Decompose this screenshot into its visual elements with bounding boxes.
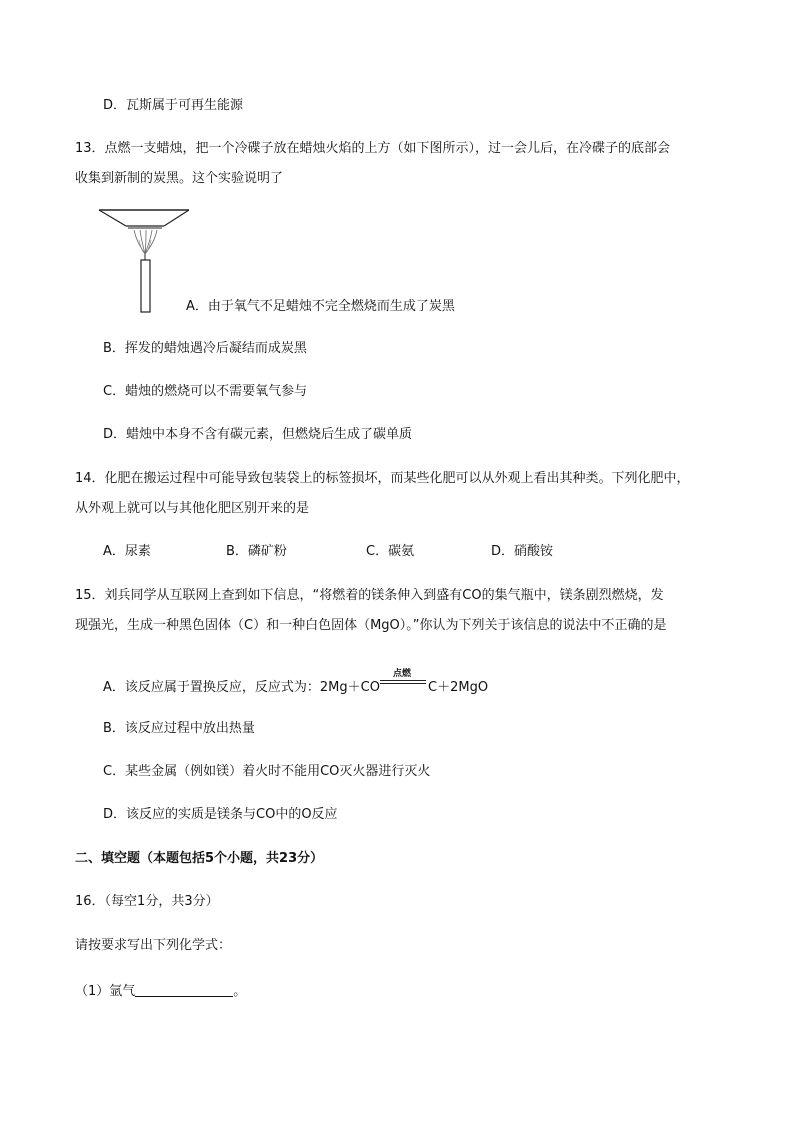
q14-option-a: A．尿素: [103, 544, 151, 559]
q16-item1-label: （1）氩气: [75, 984, 136, 999]
q16-instruction: 请按要求写出下列化学式：: [75, 938, 232, 953]
q14-option-c: C．碳氨: [366, 544, 415, 559]
q16-stem: 16．（每空1分，共3分）: [75, 894, 219, 909]
q15-option-a-prefix: A．该反应属于置换反应，反应式为：2Mg＋CO: [103, 680, 380, 695]
q13-option-b: B．挥发的蜡烛遇冷后凝结而成炭黑: [103, 341, 307, 356]
candle-plate-illustration: [96, 206, 192, 314]
reaction-condition: 点燃: [393, 669, 412, 679]
q15-option-a-suffix: C＋2MgO: [428, 680, 489, 695]
q13-option-d: D．蜡烛中本身不含有碳元素，但燃烧后生成了碳单质: [103, 427, 413, 442]
q13-option-c: C．蜡烛的燃烧可以不需要氧气参与: [103, 384, 308, 399]
equation-bar-bottom: [380, 683, 426, 684]
q14-stem-line2: 从外观上就可以与其他化肥区别开来的是: [75, 501, 310, 516]
q15-option-d: D．该反应的实质是镁条与CO中的O反应: [103, 807, 338, 822]
q15-stem-line1: 15．刘兵同学从互联网上查到如下信息，“将燃着的镁条伸入到盛有CO的集气瓶中，镁条剧烈燃烧，发: [75, 588, 664, 603]
section-heading: 二、填空题（本题包括5个小题，共23分）: [75, 851, 324, 866]
equation-bar-top: [380, 680, 426, 681]
q15-option-b: B．该反应过程中放出热量: [103, 721, 255, 736]
q15-stem-line2: 现强光，生成一种黑色固体（C）和一种白色固体（MgO）。”你认为下列关于该信息的说法中不正确的是: [75, 618, 667, 633]
q16-item1-end: 。: [233, 984, 247, 999]
q16-item1: [75, 982, 246, 1002]
q14-option-b: B．磷矿粉: [226, 544, 287, 559]
q12-option-d: D．瓦斯属于可再生能源: [103, 98, 244, 113]
answer-blank[interactable]: [135, 982, 233, 997]
q14-option-d: D．硝酸铵: [491, 544, 554, 559]
q13-option-a: A．由于氧气不足蜡烛不完全燃烧而生成了炭黑: [186, 299, 455, 314]
q15-option-c: C．某些金属（例如镁）着火时不能用CO灭火器进行灭火: [103, 764, 431, 779]
q14-stem-line1: 14．化肥在搬运过程中可能导致包装袋上的标签损坏，而某些化肥可以从外观上看出其种类。下列化肥中，: [75, 471, 690, 486]
q13-stem-line2: 收集到新制的炭黑。这个实验说明了: [75, 171, 284, 186]
q13-stem-line1: 13．点燃一支蜡烛，把一个冷碟子放在蜡烛火焰的上方（如下图所示），过一会儿后，在冷碟子的底部会: [75, 141, 671, 156]
